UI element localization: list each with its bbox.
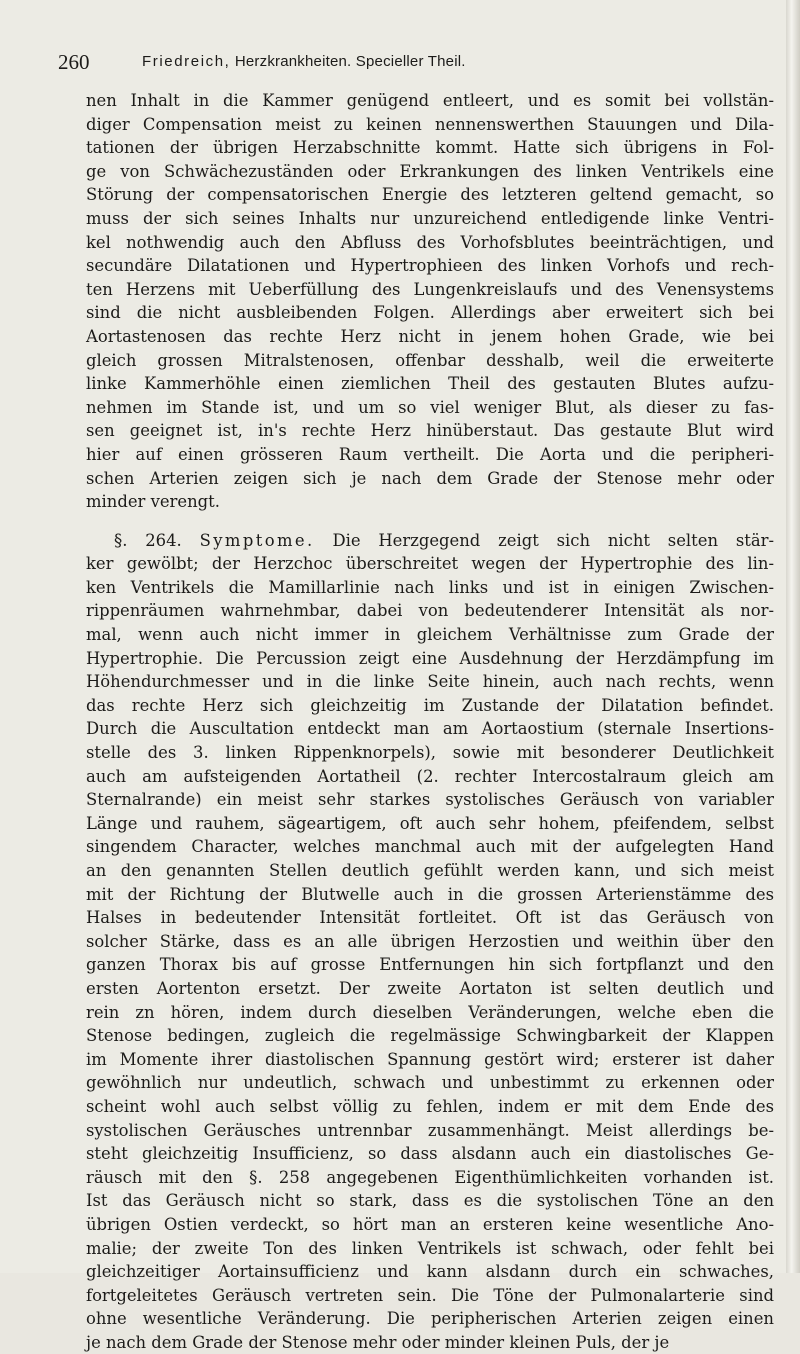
running-header [58, 50, 758, 80]
text-line: steht gleichzeitig Insufficienz, so dass alsdann auch ein diastolisches Ge- [86, 1144, 774, 1164]
text-line: diger Compensation meist zu keinen nennenswerthen Stauungen und Dila- [86, 114, 774, 134]
text-line: rippenräumen wahrnehmbar, dabei von bedeutenderer Intensität als nor- [86, 601, 774, 621]
text-line: rein zn hören, indem durch dieselben Veränderungen, welche eben die [86, 1002, 774, 1022]
text-line: Ist das Geräusch nicht so stark, dass es die systolischen Töne an den [86, 1191, 774, 1211]
paragraph [86, 89, 774, 514]
text-line: kel nothwendig auch den Abfluss des Vorhofsblutes beeinträchtigen, und [86, 232, 774, 252]
text-line: Stenose bedingen, zugleich die regelmässige Schwingbarkeit der Klappen [86, 1026, 774, 1046]
text-line: ker gewölbt; der Herzchoc überschreitet wegen der Hypertrophie des lin- [86, 554, 774, 574]
text-line: ohne wesentliche Veränderung. Die peripherischen Arterien zeigen einen [86, 1309, 774, 1329]
text-line: ersten Aortenton ersetzt. Der zweite Aortaton ist selten deutlich und [86, 978, 774, 998]
text-line: fortgeleitetes Geräusch vertreten sein. Die Töne der Pulmonalarterie sind [86, 1285, 774, 1305]
text-line: Höhendurchmesser und in die linke Seite hinein, auch nach rechts, wenn [86, 672, 774, 692]
text-line: Aortastenosen das rechte Herz nicht in jenem hohen Grade, wie bei [86, 326, 774, 346]
text-line: gleich grossen Mitralstenosen, offenbar desshalb, weil die erweiterte [86, 350, 774, 370]
running-head [142, 53, 466, 70]
text-line: linke Kammerhöhle einen ziemlichen Theil des gestauten Blutes aufzu- [86, 374, 774, 394]
text-line: scheint wohl auch selbst völlig zu fehlen, indem er mit dem Ende des [86, 1096, 774, 1116]
text-line: Durch die Auscultation entdeckt man am Aortaostium (sternale Insertions- [86, 719, 774, 739]
text-line: stelle des 3. linken Rippenknorpels), sowie mit besonderer Deutlichkeit [86, 743, 774, 763]
text-line: sind die nicht ausbleibenden Folgen. Allerdings aber erweitert sich bei [86, 303, 774, 323]
text-line: solcher Stärke, dass es an alle übrigen Herzostien und weithin über den [86, 931, 774, 951]
page-edge [786, 0, 800, 1273]
text-line: je nach dem Grade der Stenose mehr oder minder kleinen Puls, der je [86, 1332, 670, 1352]
text-line: ganzen Thorax bis auf grosse Entfernungen hin sich fortpflanzt und den [86, 955, 774, 975]
text-line: nen Inhalt in die Kammer genügend entleert, und es somit bei vollstän- [86, 91, 774, 110]
text-line: gewöhnlich nur undeutlich, schwach und unbestimmt zu erkennen oder [86, 1073, 774, 1093]
text-line: räusch mit den §. 258 angegebenen Eigenthümlichkeiten vorhanden ist. [86, 1167, 774, 1187]
text-line: mal, wenn auch nicht immer in gleichem Verhältnisse zum Grade der [86, 625, 774, 645]
text-line: Sternalrande) ein meist sehr starkes systolisches Geräusch von variabler [86, 790, 774, 810]
text-line: singendem Character, welches manchmal auch mit der aufgelegten Hand [86, 837, 774, 857]
text-line: das rechte Herz sich gleichzeitig im Zustande der Dilatation befindet. [86, 695, 774, 715]
text-line: hier auf einen grösseren Raum vertheilt. Die Aorta und die peripheri- [86, 444, 774, 464]
text-line: gleichzeitiger Aortainsufficienz und kann alsdann durch ein schwaches, [86, 1262, 774, 1282]
text-line: muss der sich seines Inhalts nur unzureichend entledigende linke Ventri- [86, 208, 774, 228]
text-line: Störung der compensatorischen Energie des letzteren geltend gemacht, so [86, 185, 774, 205]
text-line: tationen der übrigen Herzabschnitte kommt. Hatte sich übrigens in Fol- [86, 138, 774, 158]
page-number: 260 [58, 50, 90, 74]
running-head-title: Herzkrankheiten. Specieller Theil. [234, 53, 466, 70]
text-line: ken Ventrikels die Mamillarlinie nach links und ist in einigen Zwischen- [86, 577, 774, 597]
section-number: §. 264. [114, 530, 182, 550]
text-line: nehmen im Stande ist, und um so viel weniger Blut, als dieser zu fas- [86, 397, 774, 417]
text-line: malie; der zweite Ton des linken Ventrikels ist schwach, oder fehlt bei [86, 1238, 774, 1258]
text-line: secundäre Dilatationen und Hypertrophieen des linken Vorhofs und rech- [86, 256, 774, 276]
text-line: Länge und rauhem, sägeartigem, oft auch sehr hohem, pfeifendem, selbst [86, 813, 774, 833]
text-line: an den genannten Stellen deutlich gefühlt werden kann, und sich meist [86, 861, 774, 880]
text-line: auch am aufsteigenden Aortatheil (2. rechter Intercostalraum gleich am [86, 766, 774, 786]
text-line: mit der Richtung der Blutwelle auch in die grossen Arterienstämme des [86, 884, 774, 904]
text-line: sen geeignet ist, in's rechte Herz hinüberstaut. Das gestaute Blut wird [86, 421, 774, 441]
text-line: im Momente ihrer diastolischen Spannung gestört wird; ersterer ist daher [86, 1049, 774, 1069]
text-line: übrigen Ostien verdeckt, so hört man an ersteren keine wesentliche Ano- [86, 1214, 774, 1234]
text-line: §. 264. Symptome. Die Herzgegend zeigt sich nicht selten stär- [114, 530, 774, 550]
section-heading: Symptome. [199, 530, 315, 550]
text-line: schen Arterien zeigen sich je nach dem Grade der Stenose mehr oder [86, 468, 774, 488]
text-line: systolischen Geräusches untrennbar zusammenhängt. Meist allerdings be- [86, 1120, 774, 1140]
text-line: ten Herzens mit Ueberfüllung des Lungenkreislaufs und des Venensystems [86, 279, 774, 299]
text-line: Halses in bedeutender Intensität fortleitet. Oft ist das Geräusch von [86, 908, 774, 928]
text-line: Hypertrophie. Die Percussion zeigt eine Ausdehnung der Herzdämpfung im [86, 648, 774, 668]
body-text [86, 89, 774, 1354]
paragraph [86, 529, 774, 1354]
text-line: ge von Schwächezuständen oder Erkrankungen des linken Ventrikels eine [86, 161, 774, 181]
text-line: minder verengt. [86, 492, 220, 512]
running-head-author: Friedreich, [142, 53, 231, 70]
